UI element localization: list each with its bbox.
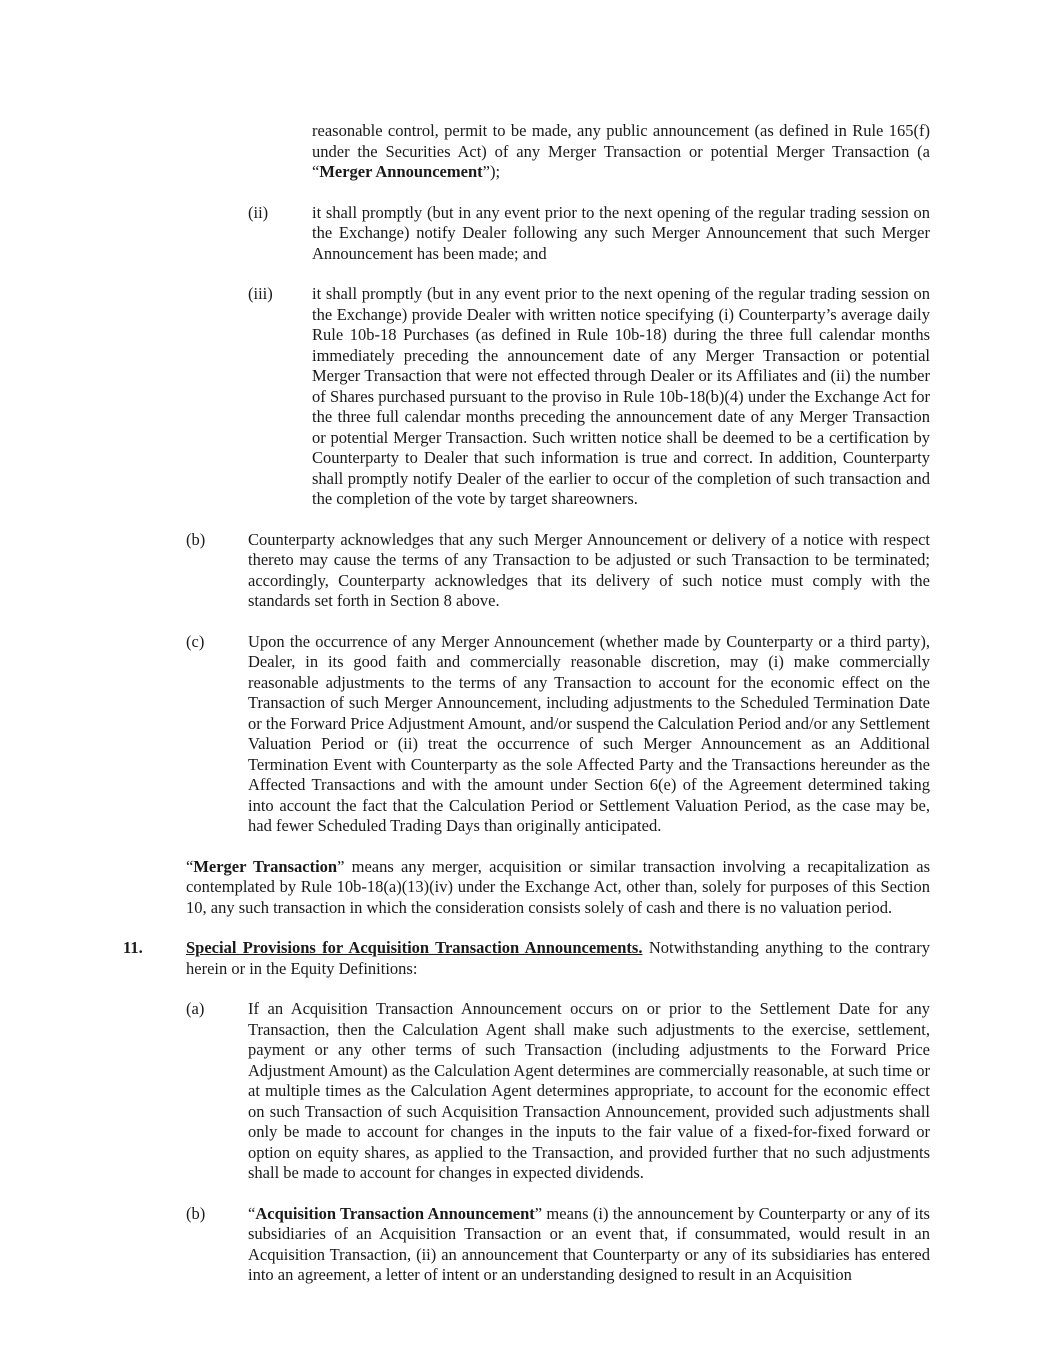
- clause-label: (b): [186, 529, 206, 549]
- clause-label: (c): [186, 631, 205, 651]
- merger-transaction-definition: [186, 857, 930, 919]
- clause-ii: [248, 203, 930, 265]
- section-11-heading: [123, 938, 930, 979]
- clause-11a: [186, 999, 930, 1184]
- section-number: 11.: [123, 938, 143, 957]
- paragraph-text: reasonable control, permit to be made, any public announcement (as defined in Rule 165(f) under the Securities Act) of any Merger Transaction or potential Merger Transaction (a “Merger Announcement”);: [312, 121, 930, 181]
- paragraph-text: If an Acquisition Transaction Announcement occurs on or prior to the Settlement Date for any Transaction, then the Calculation Agent shall make such adjustments to the exercise, settlement, payment or any other terms of such Transaction (including adjustments to the Forward Price Adjustment Amount) as the Calculation Agent determines are commercially reasonable, at such time or at multiple times as the Calculation Agent determines appropriate, to account for the economic effect on such Transaction of such Acquisition Transaction Announcement, provided such adjustments shall only be made to account for changes in the inputs to the fair value of a fixed-for-fixed forward or option on equity shares, as applied to the Transaction, and provided further that no such adjustments shall be made to account for changes in expected dividends.: [248, 999, 930, 1182]
- paragraph-text: it shall promptly (but in any event prior to the next opening of the regular trading session on the Exchange) provide Dealer with written notice specifying (i) Counterparty’s average daily Rule 10b-18 Purchases (as defined in Rule 10b-18) during the three full calendar months immediately preceding the announcement date of any Merger Transaction or potential Merger Transaction that were not effected through Dealer or its Affiliates and (ii) the number of Shares purchased pursuant to the proviso in Rule 10b-18(b)(4) under the Exchange Act for the three full calendar months preceding the announcement date of any Merger Transaction or potential Merger Transaction. Such written notice shall be deemed to be a certification by Counterparty to Dealer that such information is true and correct. In addition, Counterparty shall promptly notify Dealer of the earlier to occur of the completion of such transaction and the completion of the vote by target shareowners.: [312, 284, 930, 508]
- paragraph-text: “Merger Transaction” means any merger, acquisition or similar transaction involving a recapitalization as contemplated by Rule 10b-18(a)(13)(iv) under the Exchange Act, other than, solely for purposes of this Section 10, any such transaction in which the consideration consists solely of cash and there is no valuation period.: [186, 856, 930, 917]
- clause-label: (ii): [248, 202, 269, 222]
- clause-label: (a): [186, 999, 205, 1018]
- paragraph-text: it shall promptly (but in any event prior to the next opening of the regular trading session on the Exchange) notify Dealer following any such Merger Announcement that such Merger Announcement has been made; and: [312, 202, 930, 263]
- clause-b: [186, 530, 930, 612]
- paragraph-text: Counterparty acknowledges that any such Merger Announcement or delivery of a notice with respect thereto may cause the terms of any Transaction to be adjusted or such Transaction to be terminated; accordingly, Counterparty acknowledges that its delivery of such notice must comply with the standards set forth in Section 8 above.: [248, 529, 930, 610]
- paragraph-text: “Acquisition Transaction Announcement” means (i) the announcement by Counterparty or any of its subsidiaries of an Acquisition Transaction or an event that, if consummated, would result in an Acquisition Transaction, (ii) an announcement that Counterparty or any of its subsidiaries has entered into an agreement, a letter of intent or an understanding designed to result in an Acquisition: [248, 1203, 930, 1284]
- clause-i-continuation-paragraph: [312, 121, 930, 183]
- clause-label: (iii): [248, 284, 273, 303]
- clause-label: (b): [186, 1203, 206, 1223]
- clause-c: [186, 632, 930, 837]
- section-heading-text: Special Provisions for Acquisition Transaction Announcements. Notwithstanding anything to the contrary herein or in the Equity Definitions:: [186, 938, 930, 978]
- clause-iii: [248, 284, 930, 510]
- paragraph-text: Upon the occurrence of any Merger Announcement (whether made by Counterparty or a third party), Dealer, in its good faith and commercially reasonable discretion, may (i) make commercially reasonable adjustments to the terms of any Transaction to account for the economic effect on the Transaction of such Merger Announcement, including adjustments to the Scheduled Termination Date or the Forward Price Adjustment Amount, and/or suspend the Calculation Period and/or any Settlement Valuation Period or (ii) treat the occurrence of such Merger Announcement as an Additional Termination Event with Counterparty as the sole Affected Party and the Transactions hereunder as the Affected Transactions and with the amount under Section 6(e) of the Agreement determined taking into account the fact that the Calculation Period or Settlement Valuation Period, as the case may be, had fewer Scheduled Trading Days than originally anticipated.: [248, 631, 930, 835]
- clause-11b: [186, 1204, 930, 1286]
